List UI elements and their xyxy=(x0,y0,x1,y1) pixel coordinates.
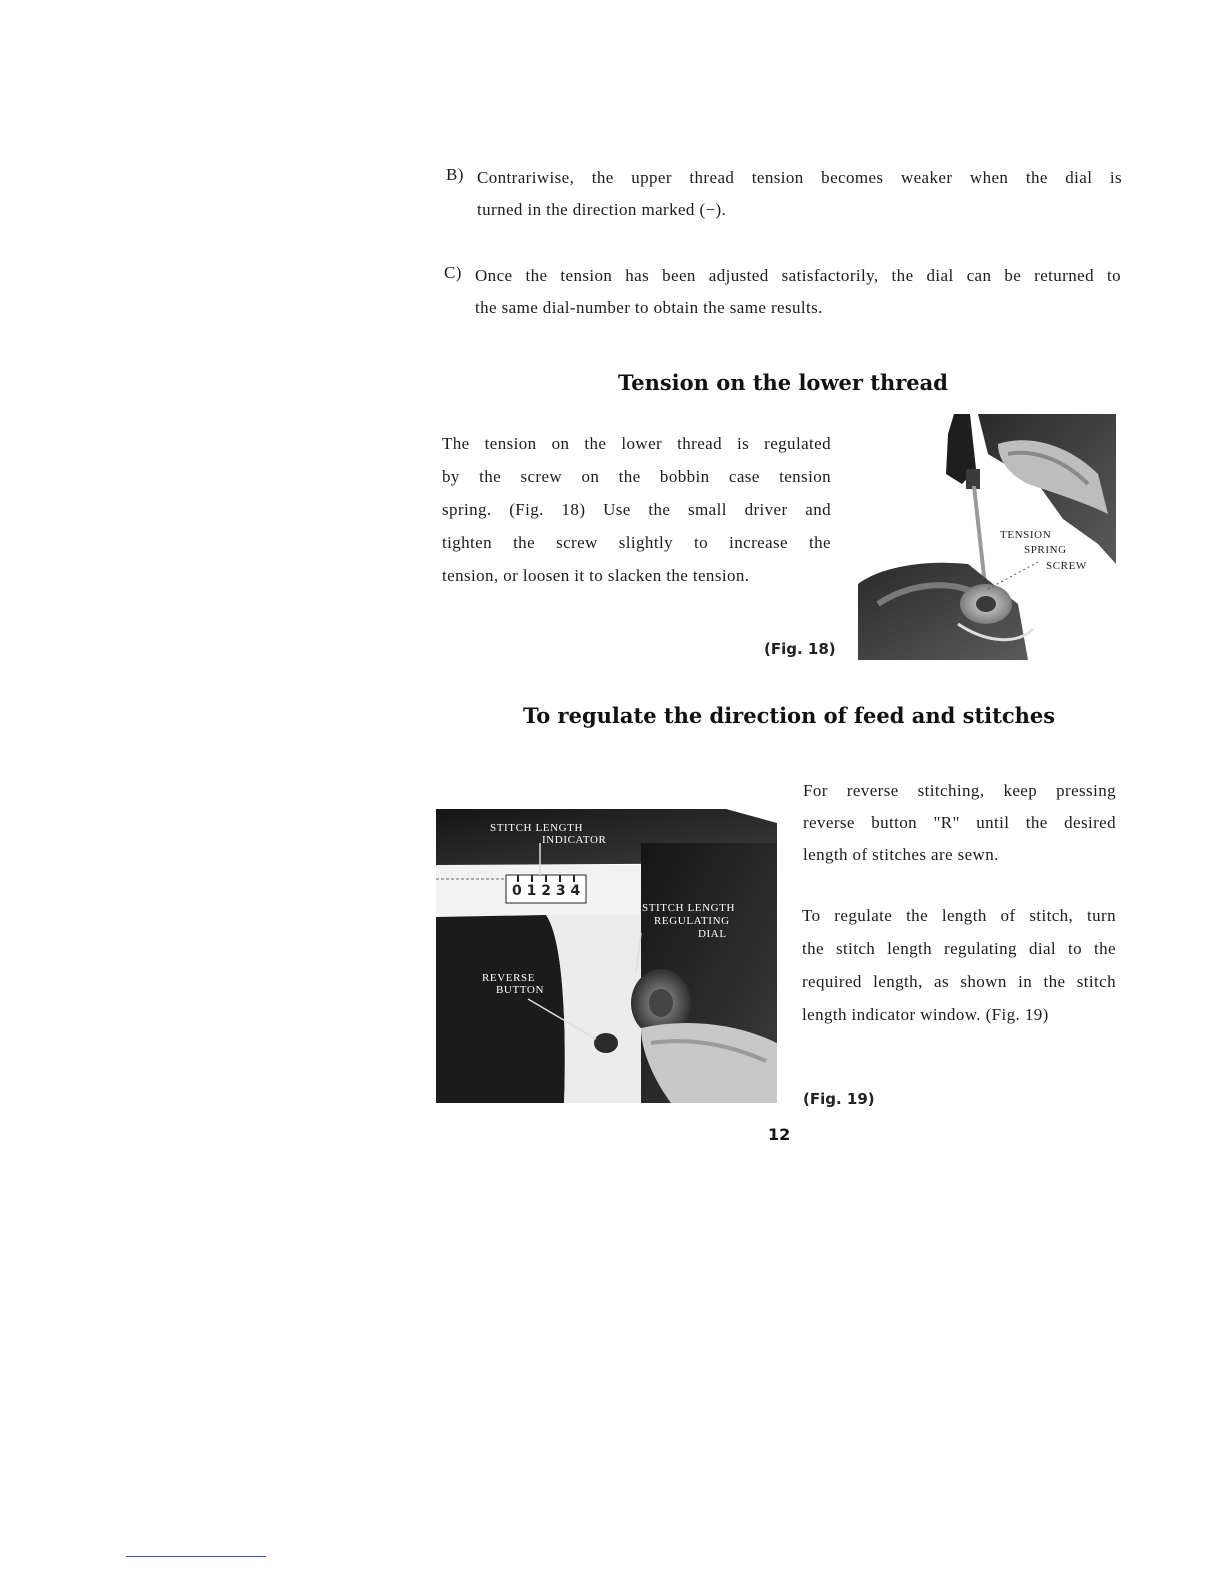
item-b-marker: B) xyxy=(446,165,464,184)
fig19-label-regulating-3: DIAL xyxy=(698,928,727,940)
fig19-label-regulating-1: STITCH LENGTH xyxy=(642,902,736,914)
section-lower-line-2: by the screw on the bobbin case tension xyxy=(442,467,831,486)
section-lower-line-4: tighten the screw slightly to increase the xyxy=(442,533,831,552)
section-feed-para-2 xyxy=(802,903,1116,1028)
fig18-photo-drawing xyxy=(858,414,1116,660)
section-lower-line-3: spring. (Fig. 18) Use the small driver and xyxy=(442,500,831,519)
fig19-label-reverse-1: REVERSE xyxy=(482,972,536,984)
fig19-label-indicator-1: STITCH LENGTH xyxy=(490,822,584,834)
fig19-photo-drawing xyxy=(436,803,777,1103)
section-feed-p2-line-1: To regulate the length of stitch, turn xyxy=(802,906,1116,925)
section-feed-p2-line-4: length indicator window. (Fig. 19) xyxy=(802,1005,1049,1024)
page-number: 12 xyxy=(768,1125,791,1144)
item-c-line-1: Once the tension has been adjusted satisfactorily, the dial can be returned to xyxy=(475,266,1121,285)
section-feed-title: To regulate the direction of feed and stitches xyxy=(523,703,1056,728)
section-feed-p1-line-1: For reverse stitching, keep pressing xyxy=(803,781,1116,800)
fig19-label-regulating-2: REGULATING xyxy=(654,915,730,927)
fig19-photo xyxy=(436,803,777,1103)
section-lower-line-5: tension, or loosen it to slacken the tension. xyxy=(442,566,750,585)
fig18-caption: (Fig. 18) xyxy=(764,640,836,658)
section-feed-p1-line-3: length of stitches are sewn. xyxy=(803,845,999,864)
item-c-line-2: the same dial-number to obtain the same results. xyxy=(475,298,823,317)
fig18-photo xyxy=(858,414,1116,660)
section-lower-title: Tension on the lower thread xyxy=(618,370,948,395)
fig18-label-tension: TENSION xyxy=(1000,529,1052,541)
section-feed-p2-line-2: the stitch length regulating dial to the xyxy=(802,939,1116,958)
fig19-caption: (Fig. 19) xyxy=(803,1090,875,1108)
fig18-label-spring: SPRING xyxy=(1024,544,1067,556)
fig19-label-reverse-2: BUTTON xyxy=(496,984,545,996)
fig18-label-screw: SCREW xyxy=(1046,560,1087,572)
section-feed-para-1 xyxy=(803,778,1116,868)
item-c-marker: C) xyxy=(444,263,462,282)
section-lower-line-1: The tension on the lower thread is regulated xyxy=(442,434,831,453)
fig19-stitch-scale: 0 1 2 3 4 xyxy=(512,883,581,899)
section-lower-body xyxy=(442,431,831,589)
fig19-label-indicator-2: INDICATOR xyxy=(542,834,607,846)
item-b-line-1: Contrariwise, the upper thread tension becomes weaker when the dial is xyxy=(477,168,1122,187)
section-feed-p1-line-2: reverse button "R" until the desired xyxy=(803,813,1116,832)
item-b-line-2: turned in the direction marked (−). xyxy=(477,200,727,219)
footer-rule xyxy=(126,1556,266,1557)
section-feed-p2-line-3: required length, as shown in the stitch xyxy=(802,972,1116,991)
